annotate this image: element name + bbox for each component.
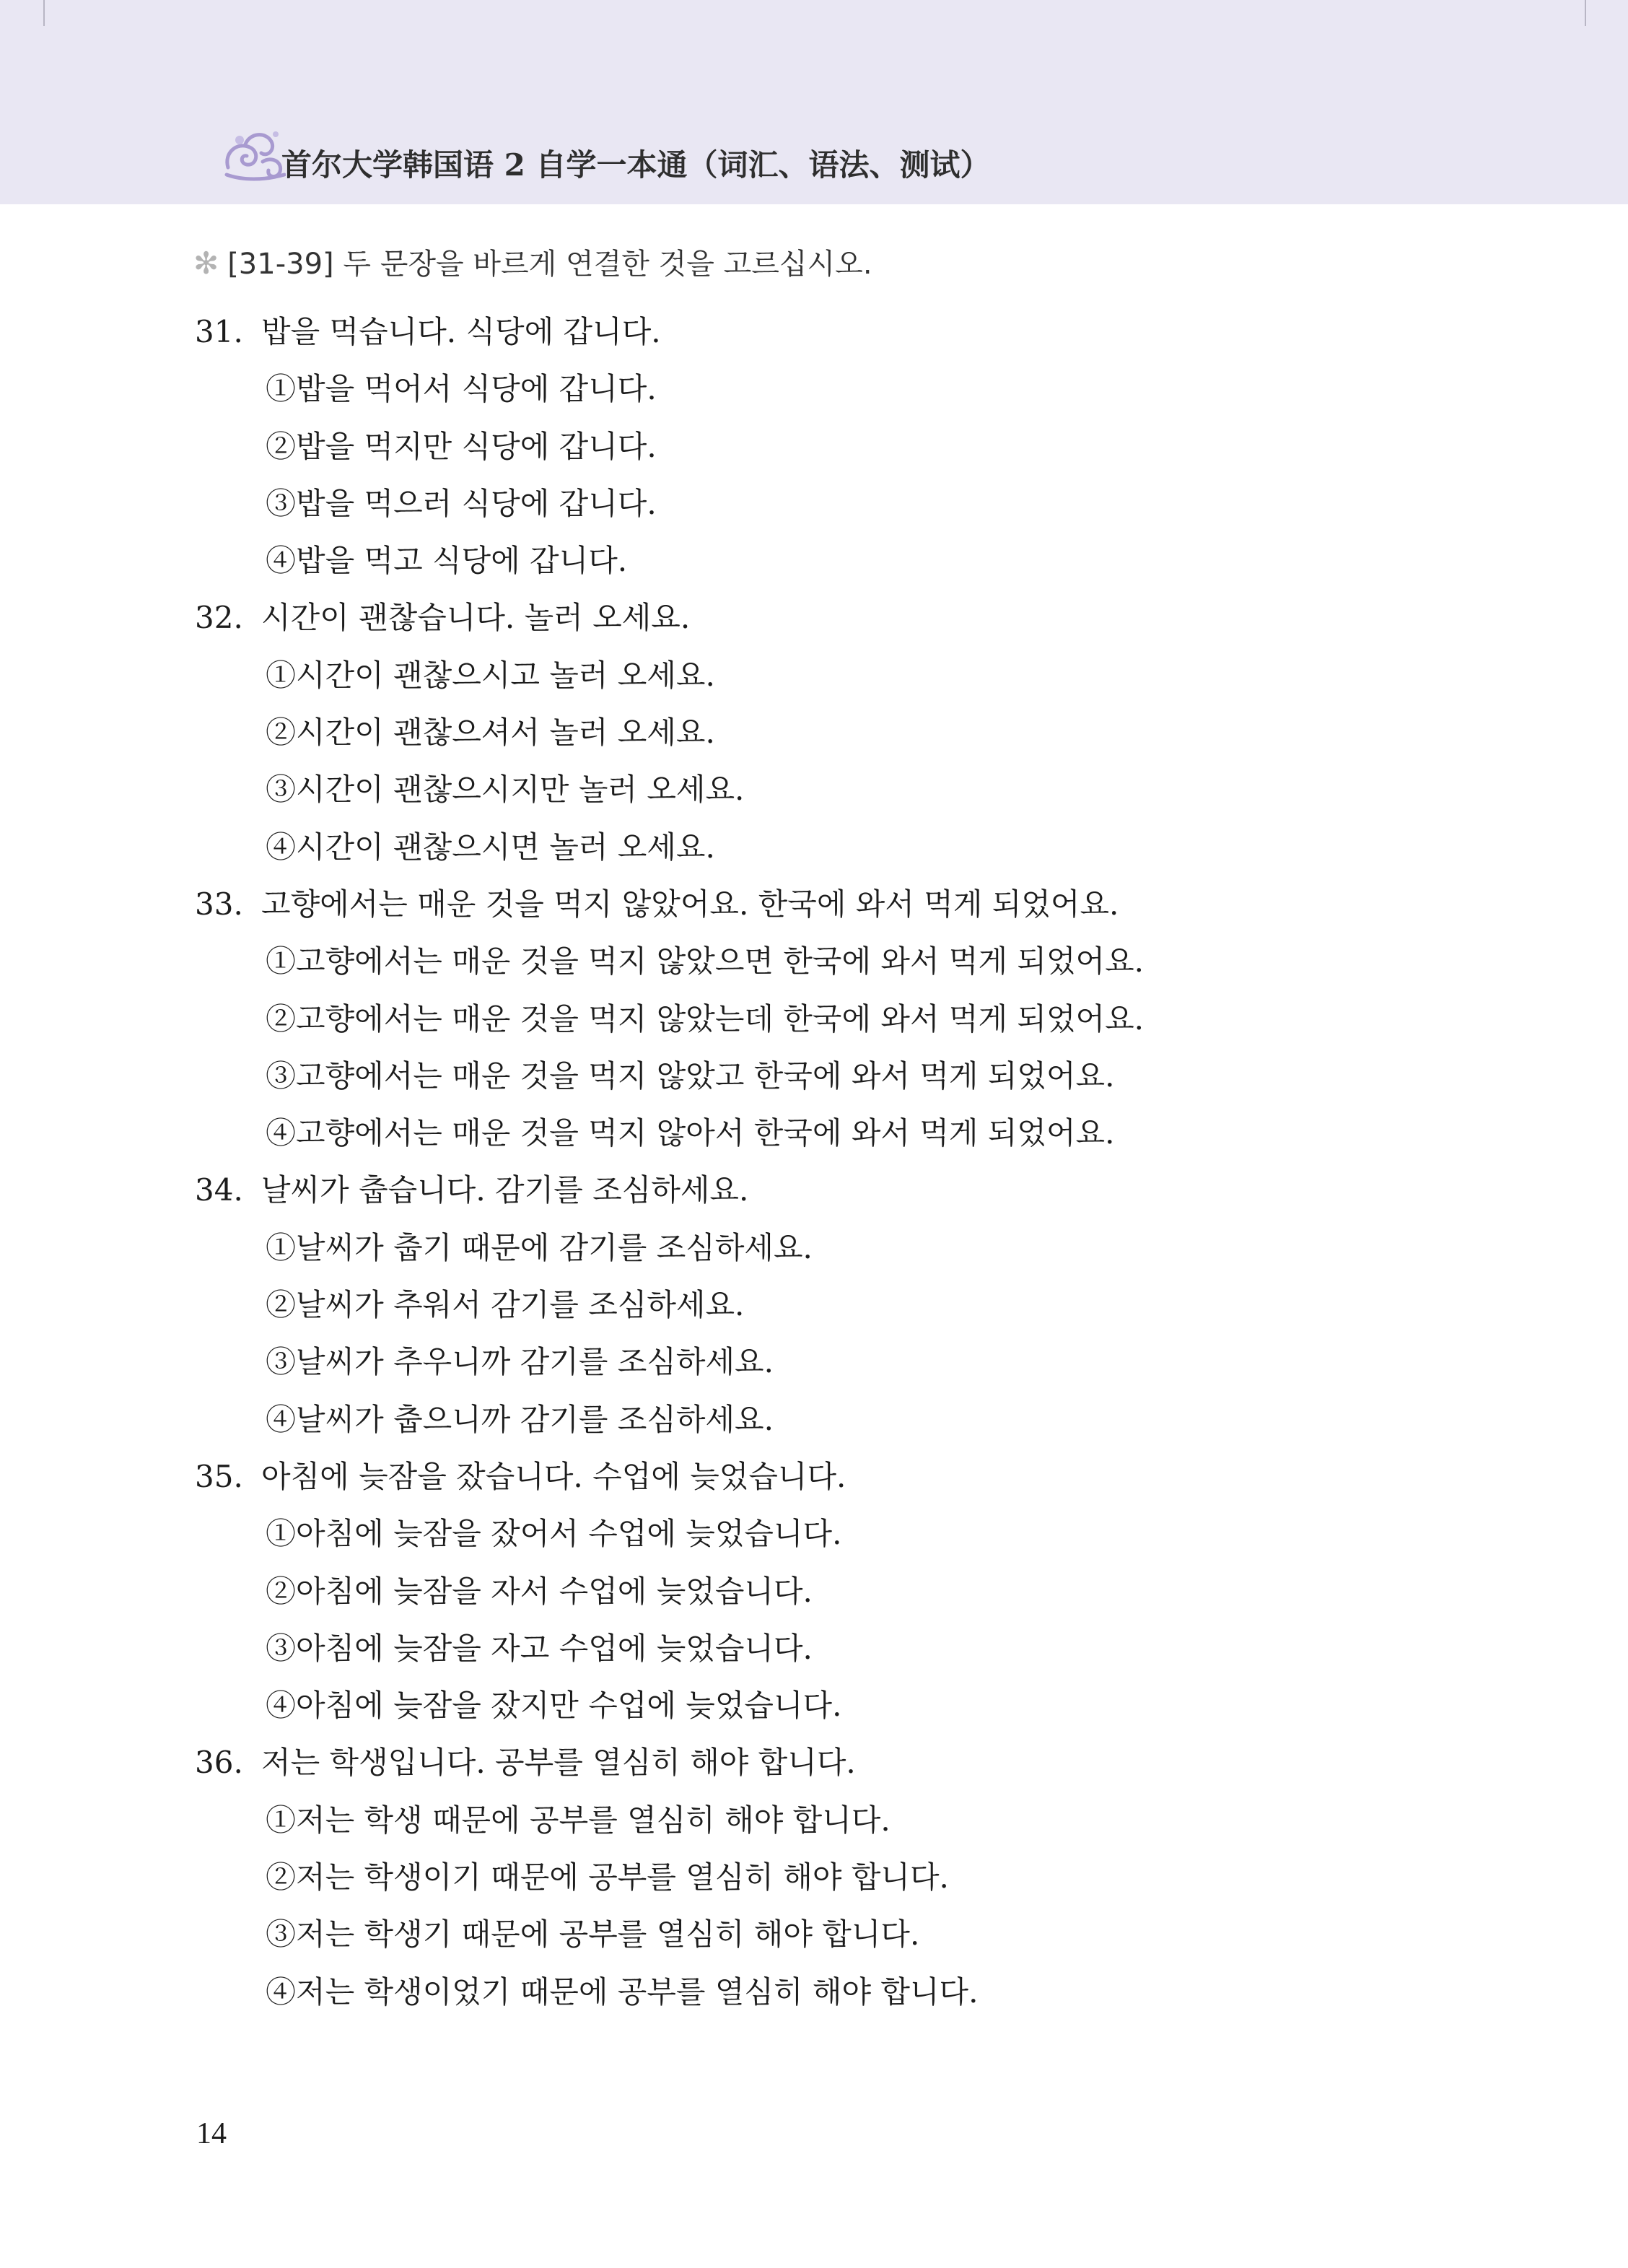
answer-option: ①날씨가 춥기 때문에 감기를 조심하세요. (266, 1229, 813, 1265)
question-text: 저는 학생입니다. 공부를 열심히 해야 합니다. (261, 1745, 856, 1781)
answer-option: ②밥을 먹지만 식당에 갑니다. (266, 428, 657, 464)
answer-option: ①저는 학생 때문에 공부를 열심히 해야 합니다. (266, 1802, 890, 1838)
crop-mark-top-left (43, 0, 45, 26)
crop-mark-top-right (1585, 0, 1586, 26)
answer-option: ②시간이 괜찮으셔서 놀러 오세요. (266, 715, 715, 751)
book-title: 首尔大学韩国语 2 自学一本通（词汇、语法、测试） (281, 147, 991, 183)
answer-option: ②고향에서는 매운 것을 먹지 않았는데 한국에 와서 먹게 되었어요. (266, 1000, 1145, 1037)
question-number: 31. (195, 314, 243, 349)
header-band (0, 0, 1628, 204)
asterisk-icon: ✻ (193, 245, 219, 281)
answer-option: ③밥을 먹으러 식당에 갑니다. (266, 485, 657, 521)
answer-option: ②아침에 늦잠을 자서 수업에 늦었습니다. (266, 1573, 813, 1609)
question-stem (0, 1734, 1628, 1791)
swirl-logo-icon (221, 127, 286, 185)
answer-option: ④날씨가 춥으니까 감기를 조심하세요. (266, 1401, 774, 1437)
question-number: 35. (195, 1458, 243, 1494)
question-35 (0, 1448, 1628, 1734)
answer-option: ②저는 학생이기 때문에 공부를 열심히 해야 합니다. (266, 1859, 949, 1896)
answer-option: ④저는 학생이었기 때문에 공부를 열심히 해야 합니다. (266, 1973, 979, 2010)
question-number: 34. (195, 1172, 243, 1208)
question-text: 날씨가 춥습니다. 감기를 조심하세요. (261, 1172, 749, 1208)
question-number: 32. (195, 600, 243, 636)
answer-option: ④아침에 늦잠을 잤지만 수업에 늦었습니다. (266, 1688, 842, 1724)
question-stem (0, 589, 1628, 646)
answer-option: ③시간이 괜찮으시지만 놀러 오세요. (266, 772, 745, 808)
answer-option: ①시간이 괜찮으시고 놀러 오세요. (266, 657, 715, 693)
answer-option: ④고향에서는 매운 것을 먹지 않아서 한국에 와서 먹게 되었어요. (266, 1115, 1115, 1151)
answer-option: ③저는 학생기 때문에 공부를 열심히 해야 합니다. (266, 1916, 920, 1953)
question-31 (0, 303, 1628, 589)
answer-option: ②날씨가 추워서 감기를 조심하세요. (266, 1287, 745, 1323)
answer-option: ①고향에서는 매운 것을 먹지 않았으면 한국에 와서 먹게 되었어요. (266, 943, 1145, 980)
question-stem (0, 876, 1628, 933)
question-text: 고향에서는 매운 것을 먹지 않았어요. 한국에 와서 먹게 되었어요. (261, 886, 1119, 922)
question-stem (0, 303, 1628, 360)
instruction-text: [31-39] 두 문장을 바르게 연결한 것을 고르십시오. (227, 248, 872, 281)
question-text: 시간이 괜찮습니다. 놀러 오세요. (261, 600, 691, 636)
question-list (0, 303, 1628, 2020)
question-34 (0, 1161, 1628, 1447)
answer-option: ④밥을 먹고 식당에 갑니다. (266, 543, 628, 579)
question-36 (0, 1734, 1628, 2020)
question-33 (0, 876, 1628, 1161)
question-text: 밥을 먹습니다. 식당에 갑니다. (261, 314, 661, 349)
section-instruction (193, 241, 872, 282)
answer-option: ③아침에 늦잠을 자고 수업에 늦었습니다. (266, 1630, 813, 1666)
answer-option: ④시간이 괜찮으시면 놀러 오세요. (266, 829, 715, 865)
answer-option: ①밥을 먹어서 식당에 갑니다. (266, 371, 657, 407)
answer-option: ①아침에 늦잠을 잤어서 수업에 늦었습니다. (266, 1516, 842, 1552)
question-number: 36. (195, 1745, 243, 1781)
question-stem (0, 1161, 1628, 1218)
question-32 (0, 589, 1628, 875)
question-number: 33. (195, 886, 243, 922)
question-text: 아침에 늦잠을 잤습니다. 수업에 늦었습니다. (261, 1458, 846, 1494)
answer-option: ③고향에서는 매운 것을 먹지 않았고 한국에 와서 먹게 되었어요. (266, 1057, 1115, 1094)
answer-option: ③날씨가 추우니까 감기를 조심하세요. (266, 1344, 774, 1380)
page-number: 14 (196, 2117, 227, 2150)
question-stem (0, 1448, 1628, 1505)
